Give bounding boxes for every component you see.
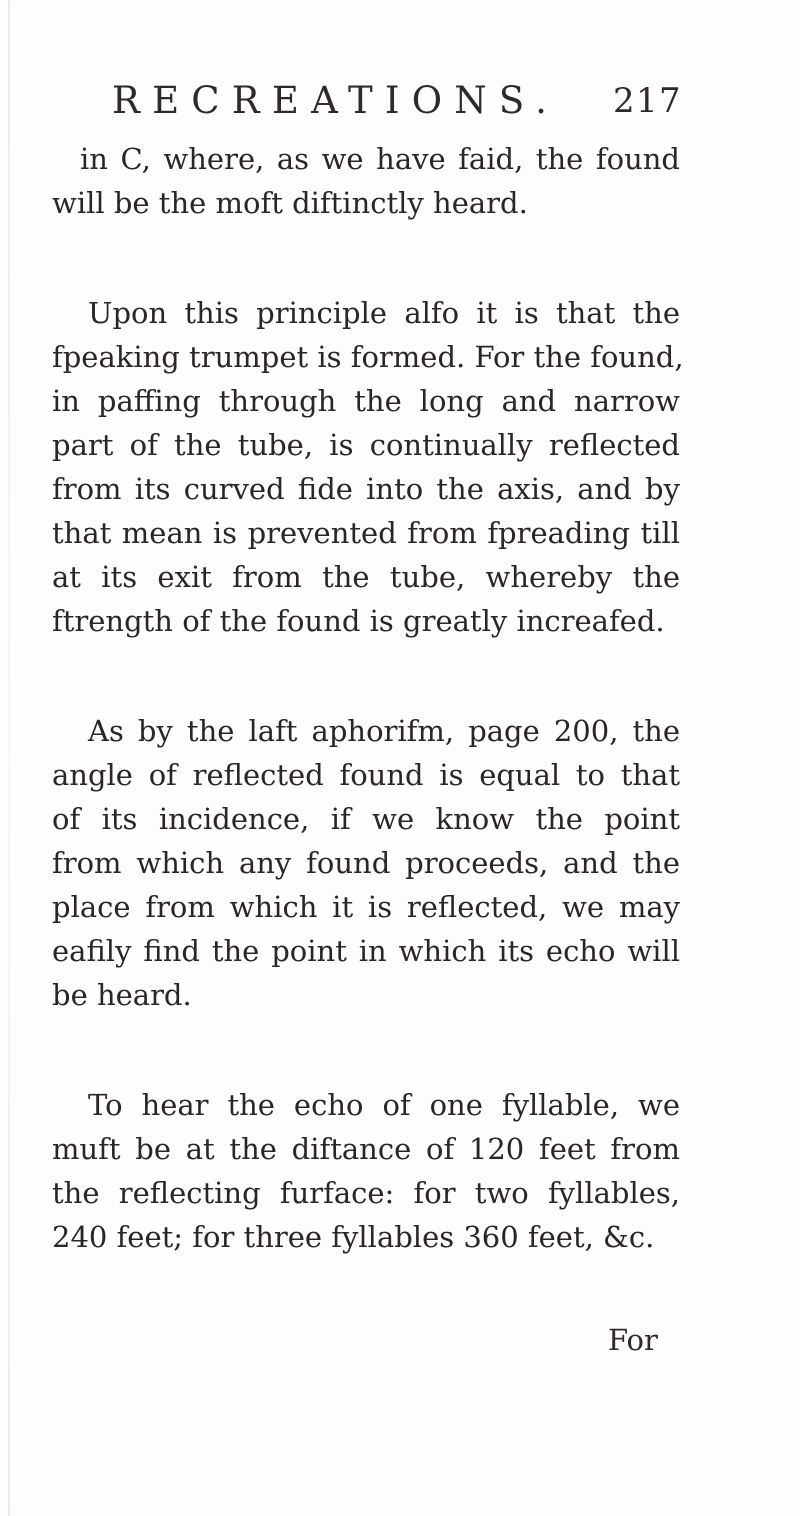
text-line: angle of reflected found is equal to that — [52, 758, 680, 792]
running-title: RECREATIONS. — [112, 79, 560, 122]
text-line: in C, where, as we have faid, the found — [80, 142, 680, 176]
text-line: fpeaking trumpet is formed. For the found, — [52, 340, 684, 374]
page-edge-shadow — [8, 0, 10, 1516]
page-header — [112, 66, 682, 136]
text-line: of its incidence, if we know the point — [52, 802, 680, 836]
text-line: be heard. — [52, 978, 192, 1012]
text-line: at its exit from the tube, whereby the — [52, 560, 680, 594]
text-line: in paffing through the long and narrow — [52, 384, 680, 418]
text-line: the reflecting furface: for two fyllables, — [52, 1176, 680, 1210]
paragraph-gap — [52, 643, 680, 709]
text-line: eafily find the point in which its echo will — [52, 934, 680, 968]
page-number: 217 — [613, 81, 682, 121]
paragraph-gap — [52, 1017, 680, 1083]
paragraph-3 — [52, 709, 680, 1017]
text-line: that mean is prevented from fpreading till — [52, 516, 680, 550]
catchword: For — [608, 1323, 658, 1357]
text-line: place from which it is reflected, we may — [52, 890, 680, 924]
text-line: part of the tube, is continually reflected — [52, 428, 680, 462]
text-line: To hear the echo of one fyllable, we — [88, 1088, 680, 1122]
text-line: will be the moft diftinctly heard. — [52, 186, 528, 220]
text-line: ftrength of the found is greatly increafed. — [52, 604, 665, 638]
text-line: Upon this principle alfo it is that the — [88, 296, 680, 330]
paragraph-4 — [52, 1083, 680, 1259]
text-line: muft be at the diftance of 120 feet from — [52, 1132, 680, 1166]
text-line: As by the laft aphorifm, page 200, the — [88, 714, 680, 748]
text-line: 240 feet; for three fyllables 360 feet, &c. — [52, 1220, 655, 1254]
text-line: from which any found proceeds, and the — [52, 846, 680, 880]
paragraph-2 — [52, 291, 684, 643]
paragraph-1 — [52, 137, 680, 225]
paragraph-gap — [52, 225, 680, 291]
body-text — [52, 137, 684, 1259]
text-line: from its curved fide into the axis, and by — [52, 472, 680, 506]
